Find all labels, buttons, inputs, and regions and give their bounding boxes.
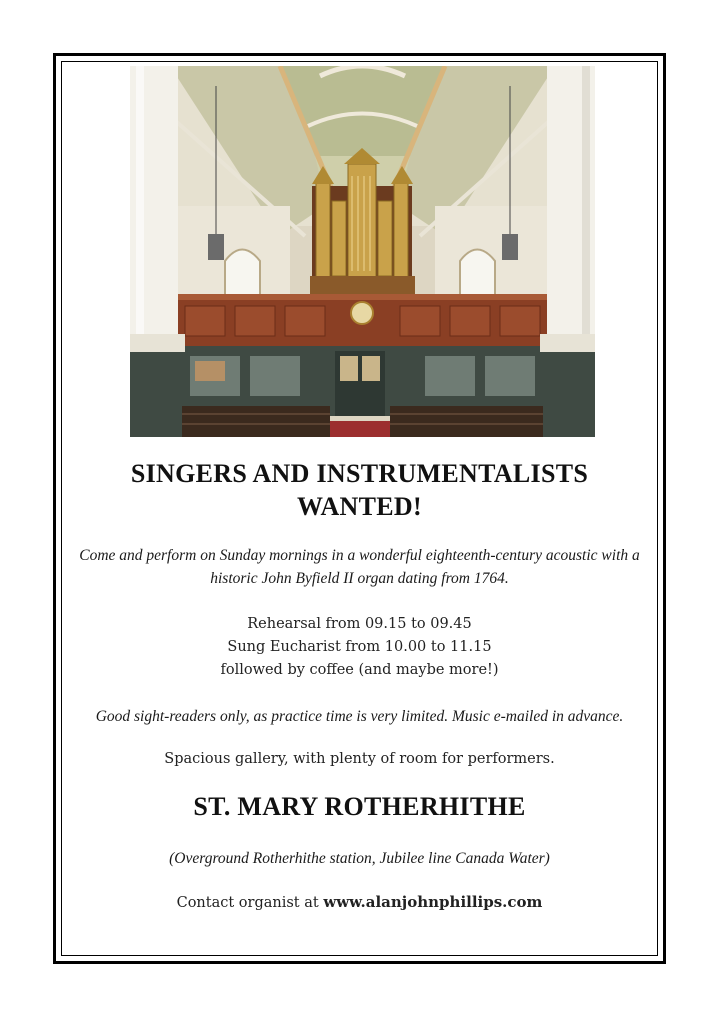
headline-line-1: SINGERS AND INSTRUMENTALISTS <box>130 459 589 488</box>
church-name: ST. MARY ROTHERHITHE <box>193 792 526 821</box>
sight-reading-note: Good sight-readers only, as practice time is very limited. Music e-mailed in advance. <box>95 708 624 725</box>
contact-website-link[interactable]: www.alanjohnphillips.com <box>323 893 543 911</box>
schedule-eucharist: Sung Eucharist from 10.00 to 11.15 <box>227 639 492 655</box>
poster-outer-frame <box>53 53 666 964</box>
church-organ-photo <box>130 66 595 437</box>
contact-prefix: Contact organist at <box>176 895 324 911</box>
headline-line-2: WANTED! <box>297 492 422 521</box>
intro-line-2: historic John Byfield II organ dating from 1764. <box>210 570 509 587</box>
poster-inner-frame <box>61 61 658 956</box>
contact-line <box>62 891 657 915</box>
transport-info: (Overground Rotherhithe station, Jubilee line Canada Water) <box>169 850 550 867</box>
headline <box>62 457 657 523</box>
gallery-note: Spacious gallery, with plenty of room for performers. <box>164 751 555 767</box>
schedule-rehearsal: Rehearsal from 09.15 to 09.45 <box>247 616 472 632</box>
schedule <box>62 613 657 682</box>
schedule-coffee: followed by coffee (and maybe more!) <box>220 662 499 678</box>
intro-paragraph <box>62 544 657 590</box>
intro-line-1: Come and perform on Sunday mornings in a wonderful eighteenth-century acoustic with a <box>79 547 640 564</box>
